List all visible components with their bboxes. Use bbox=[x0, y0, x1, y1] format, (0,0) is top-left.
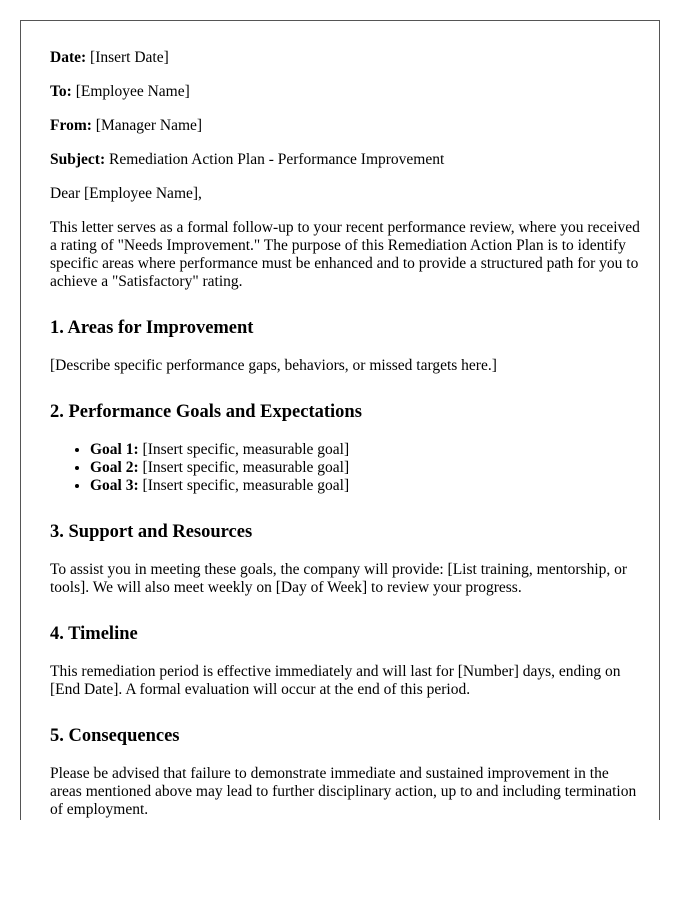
subject-label: Subject: bbox=[50, 151, 106, 168]
list-item bbox=[90, 441, 640, 459]
to-line bbox=[50, 83, 640, 101]
goals-list bbox=[50, 441, 640, 495]
letter-page bbox=[20, 20, 660, 820]
timeline-body: This remediation period is effective immediately and will last for [Number] days, ending on [End Date]. A formal evaluation will occur at the end of this period. bbox=[50, 663, 621, 698]
list-item bbox=[90, 459, 640, 477]
consequences-heading: 5. Consequences bbox=[50, 726, 180, 746]
subject-line bbox=[50, 151, 640, 169]
greeting: Dear [Employee Name], bbox=[50, 185, 202, 202]
consequences-body: Please be advised that failure to demonstrate immediate and sustained improvement in the areas mentioned above may lead to further disciplinary action, up to and including termination of employment. bbox=[50, 765, 637, 818]
goal-label: Goal 3: bbox=[90, 477, 139, 494]
from-line bbox=[50, 117, 640, 135]
date-label: Date: bbox=[50, 49, 87, 66]
goals-heading: 2. Performance Goals and Expectations bbox=[50, 402, 362, 422]
list-item bbox=[90, 477, 640, 495]
to-label: To: bbox=[50, 83, 72, 100]
timeline-heading: 4. Timeline bbox=[50, 624, 138, 644]
from-value: [Manager Name] bbox=[95, 117, 203, 134]
letter-content bbox=[50, 49, 640, 820]
to-value: [Employee Name] bbox=[75, 83, 190, 100]
areas-heading: 1. Areas for Improvement bbox=[50, 318, 254, 338]
subject-value: Remediation Action Plan - Performance Improvement bbox=[108, 151, 445, 168]
date-line bbox=[50, 49, 640, 67]
support-heading: 3. Support and Resources bbox=[50, 522, 253, 542]
goal-label: Goal 2: bbox=[90, 459, 139, 476]
areas-body: [Describe specific performance gaps, behaviors, or missed targets here.] bbox=[50, 357, 497, 374]
from-label: From: bbox=[50, 117, 92, 134]
goal-text: [Insert specific, measurable goal] bbox=[142, 477, 350, 494]
goal-label: Goal 1: bbox=[90, 441, 139, 458]
date-value: [Insert Date] bbox=[90, 49, 169, 66]
goal-text: [Insert specific, measurable goal] bbox=[142, 459, 350, 476]
intro-paragraph: This letter serves as a formal follow-up to your recent performance review, where you received a rating of "Needs Improvement." The purpose of this Remediation Action Plan is to identify specific areas where performance must be enhanced and to provide a structured path for you to achieve a "Satisfactory" rating. bbox=[50, 219, 640, 290]
goal-text: [Insert specific, measurable goal] bbox=[142, 441, 350, 458]
support-body: To assist you in meeting these goals, the company will provide: [List training, mentorship, or tools]. We will also meet weekly on [Day of Week] to review your progress. bbox=[50, 561, 628, 596]
